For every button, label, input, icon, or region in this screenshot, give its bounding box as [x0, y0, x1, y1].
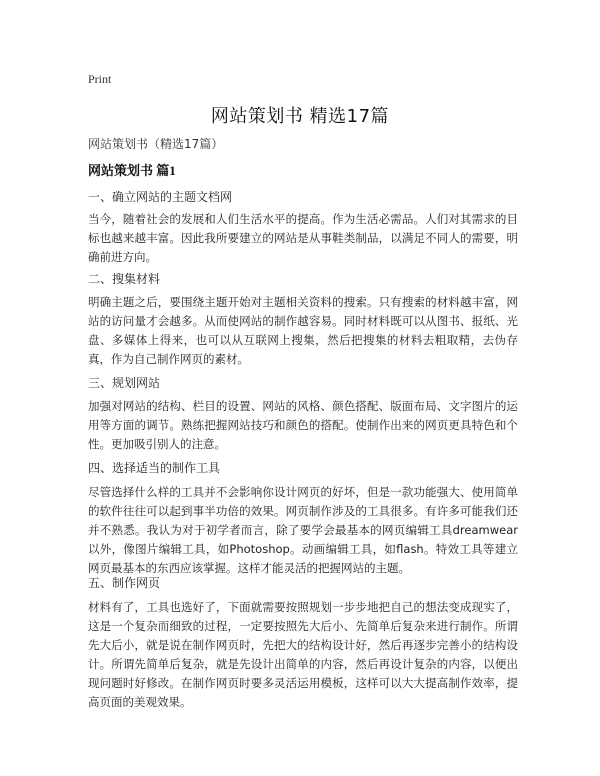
heading-4: 四、选择适当的制作工具: [88, 461, 221, 475]
paragraph-4: 尽管选择什么样的工具并不会影响你设计网页的好坏，但是一款功能强大、使用简单的软件往往可以起到事半功倍的效果。网页制作涉及的工具很多。有许多可能我们还并不熟悉。我认为对于初学者而言，除了要学会最基本的网页编辑工具dreamwear以外，像图片编辑工具，如Photoshop。动画编辑工具，如flash。特效工具等建立网页最基本的东西应该掌握。这样才能灵活的把握网站的主题。: [88, 485, 518, 575]
heading-5: 五、制作网页: [88, 576, 161, 590]
page-title: 网站策划书 精选17篇: [210, 106, 390, 127]
paragraph-2: 明确主题之后，要围绕主题开始对主题相关资料的搜索。只有搜索的材料越丰富，网站的访问量才会越多。从而使网站的制作越容易。同时材料既可以从图书、报纸、光盘、多媒体上得来，也可以从互联网上搜集，然后把搜集的材料去粗取精，去伪存真，作为自己制作网页的素材。: [88, 295, 518, 366]
heading-3: 三、规划网站: [88, 376, 161, 390]
paragraph-3: 加强对网站的结构、栏目的设置、网站的风格、颜色搭配、版面布局、文字图片的运用等方面的调节。熟练把握网站技巧和颜色的搭配。使制作出来的网页更具特色和个性。更加吸引别人的注意。: [88, 399, 518, 451]
section-title: 网站策划书 篇1: [88, 163, 176, 178]
paragraph-1: 当今，随着社会的发展和人们生活水平的提高。作为生活必需品。人们对其需求的目标也越来越丰富。因此我所要建立的网站是从事鞋类制品，以满足不同人的需要，明确前进方向。: [88, 212, 518, 264]
paragraph-5: 材料有了，工具也选好了，下面就需要按照规划一步步地把自己的想法变成现实了，这是一个复杂而细致的过程，一定要按照先大后小、先简单后复杂来进行制作。所谓先大后小，就是说在制作网页时，先把大的结构设计好，然后再逐步完善小的结构设计。所谓先简单后复杂，就是先设计出简单的内容，然后再设计复杂的内容，以便出现问题时好修改。在制作网页时要多灵活运用模板，这样可以大大提高制作效率，提高页面的美观效果。: [88, 600, 518, 709]
document-subtitle: 网站策划书（精选17篇）: [88, 137, 224, 151]
heading-1: 一、确立网站的主题文档网: [88, 190, 233, 204]
print-link[interactable]: Print: [88, 72, 112, 86]
heading-2: 二、搜集材料: [88, 272, 161, 286]
